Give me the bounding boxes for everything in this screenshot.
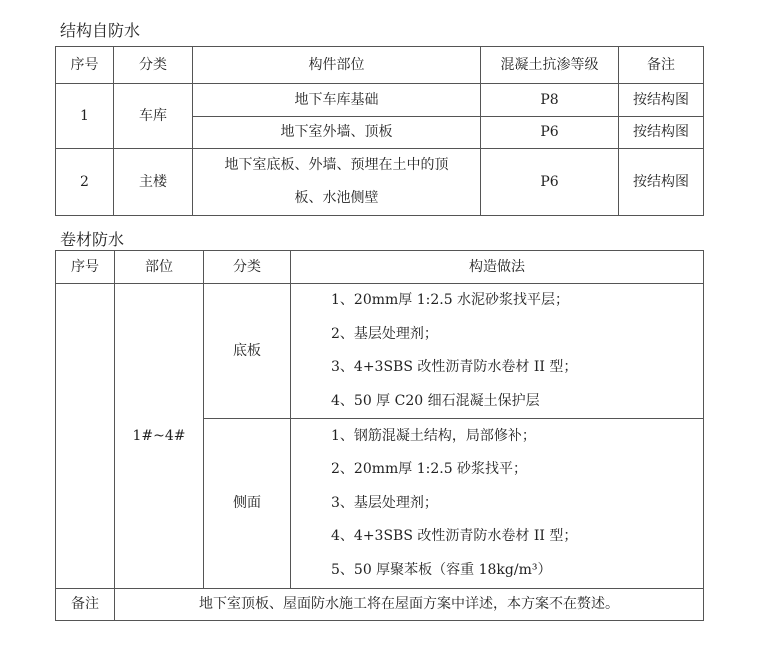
remark-text: 地下室顶板、屋面防水施工将在屋面方案中详述，本方案不在赘述。	[115, 589, 704, 621]
membrane-waterproof-table	[55, 250, 704, 621]
part-cell: 地下车库基础	[193, 84, 481, 117]
category-cell: 底板	[204, 284, 291, 419]
method-cell	[291, 419, 704, 589]
row-number	[56, 284, 115, 589]
header-cell: 构造做法	[291, 251, 704, 284]
structural-waterproof-table	[55, 46, 704, 216]
step: 3、4+3SBS 改性沥青防水卷材 II 型；	[331, 359, 578, 375]
step: 2、20mm厚 1:2.5 砂浆找平；	[331, 461, 528, 478]
header-cell: 构件部位	[193, 47, 481, 84]
row-number: 1	[56, 84, 114, 149]
remark-label: 备注	[56, 589, 115, 621]
location-cell: 1#~4#	[115, 284, 204, 589]
header-cell: 混凝土抗渗等级	[481, 47, 619, 84]
step: 4、4+3SBS 改性沥青防水卷材 II 型；	[331, 528, 578, 545]
header-cell: 序号	[56, 47, 114, 84]
note-cell: 按结构图	[619, 117, 704, 149]
step: 3、基层处理剂；	[331, 494, 438, 511]
part-line: 板、水池侧壁	[294, 190, 379, 206]
header-cell: 备注	[619, 47, 704, 84]
step: 2、基层处理剂；	[331, 325, 438, 342]
category-cell: 主楼	[114, 149, 193, 216]
step: 4、50 厚 C20 细石混凝土保护层	[331, 392, 540, 409]
note-cell: 按结构图	[619, 84, 704, 117]
step: 1、钢筋混凝土结构，局部修补；	[331, 427, 536, 444]
header-cell: 序号	[56, 251, 115, 284]
section-title-membrane: 卷材防水	[60, 230, 125, 249]
category-cell: 车库	[114, 84, 193, 149]
category-cell: 侧面	[204, 419, 291, 589]
part-cell	[193, 149, 481, 216]
step: 5、50 厚聚苯板（容重 18kg/m³）	[331, 561, 552, 578]
row-number: 2	[56, 149, 114, 216]
header-cell: 分类	[204, 251, 291, 284]
grade-cell: P6	[481, 117, 619, 149]
section-title-structural: 结构自防水	[60, 21, 141, 40]
method-cell	[291, 284, 704, 419]
part-cell: 地下室外墙、顶板	[193, 117, 481, 149]
grade-cell: P6	[481, 149, 619, 216]
step: 1、20mm厚 1:2.5 水泥砂浆找平层；	[331, 292, 570, 308]
part-line: 地下室底板、外墙、预埋在土中的顶	[224, 157, 449, 173]
note-cell: 按结构图	[619, 149, 704, 216]
header-cell: 部位	[115, 251, 204, 284]
header-cell: 分类	[114, 47, 193, 84]
grade-cell: P8	[481, 84, 619, 117]
